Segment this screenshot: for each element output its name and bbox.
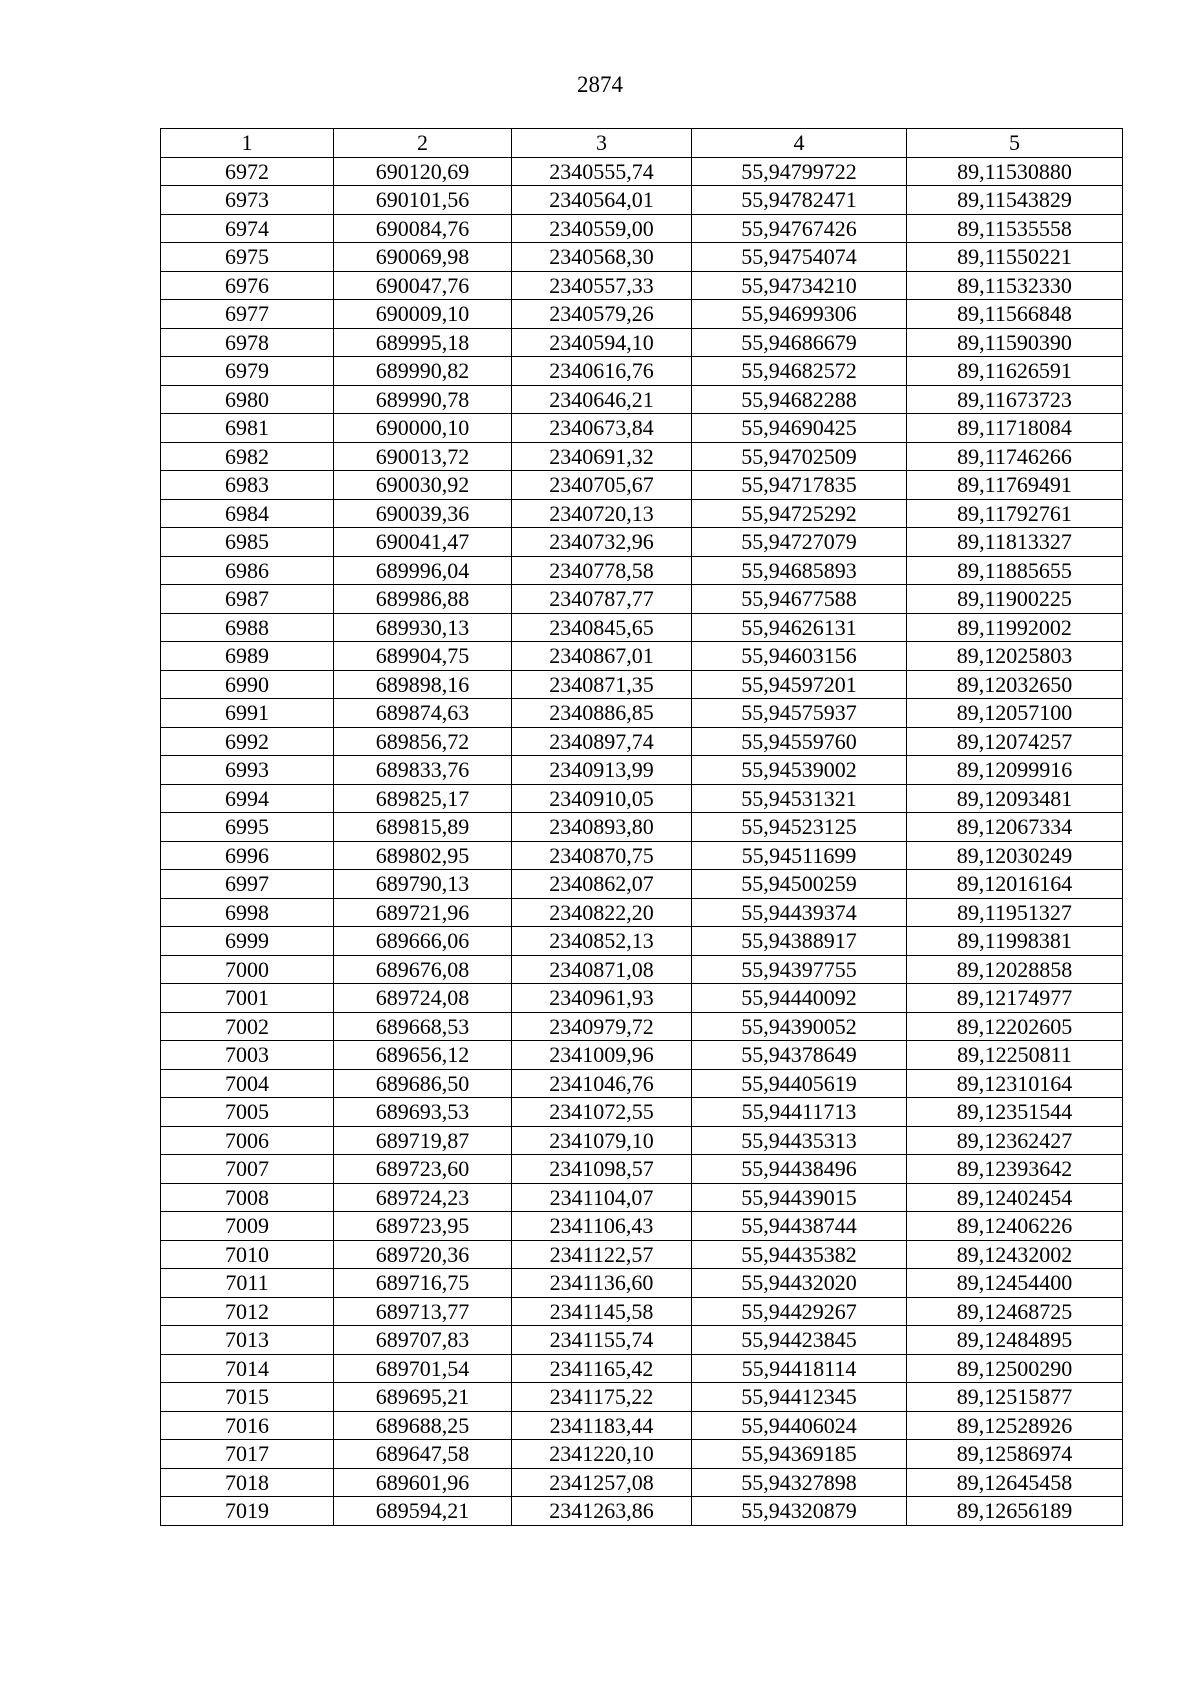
point-number-cell: 6975 [161, 243, 334, 272]
table-row [161, 556, 1123, 585]
longitude-cell: 89,12030249 [907, 841, 1123, 870]
latitude-cell: 55,94405619 [692, 1069, 907, 1098]
point-number-cell: 7002 [161, 1012, 334, 1041]
table-row [161, 1212, 1123, 1241]
table-row [161, 1098, 1123, 1127]
x-coordinate-cell: 689723,60 [334, 1155, 512, 1184]
y-coordinate-cell: 2340720,13 [512, 499, 692, 528]
longitude-cell: 89,11718084 [907, 414, 1123, 443]
column-header-1: 1 [161, 129, 334, 158]
y-coordinate-cell: 2341046,76 [512, 1069, 692, 1098]
latitude-cell: 55,94390052 [692, 1012, 907, 1041]
x-coordinate-cell: 689719,87 [334, 1126, 512, 1155]
table-row [161, 1411, 1123, 1440]
latitude-cell: 55,94702509 [692, 442, 907, 471]
longitude-cell: 89,12468725 [907, 1297, 1123, 1326]
x-coordinate-cell: 689723,95 [334, 1212, 512, 1241]
x-coordinate-cell: 689707,83 [334, 1326, 512, 1355]
y-coordinate-cell: 2340564,01 [512, 186, 692, 215]
x-coordinate-cell: 689601,96 [334, 1468, 512, 1497]
table-row [161, 328, 1123, 357]
table-row [161, 585, 1123, 614]
table-row [161, 1269, 1123, 1298]
table-row [161, 471, 1123, 500]
point-number-cell: 7018 [161, 1468, 334, 1497]
longitude-cell: 89,11885655 [907, 556, 1123, 585]
longitude-cell: 89,12484895 [907, 1326, 1123, 1355]
latitude-cell: 55,94559760 [692, 727, 907, 756]
table-row [161, 414, 1123, 443]
y-coordinate-cell: 2341145,58 [512, 1297, 692, 1326]
latitude-cell: 55,94411713 [692, 1098, 907, 1127]
latitude-cell: 55,94682572 [692, 357, 907, 386]
y-coordinate-cell: 2340961,93 [512, 984, 692, 1013]
y-coordinate-cell: 2340822,20 [512, 898, 692, 927]
y-coordinate-cell: 2341079,10 [512, 1126, 692, 1155]
y-coordinate-cell: 2341263,86 [512, 1497, 692, 1526]
table-row [161, 1126, 1123, 1155]
latitude-cell: 55,94369185 [692, 1440, 907, 1469]
x-coordinate-cell: 689647,58 [334, 1440, 512, 1469]
x-coordinate-cell: 690120,69 [334, 157, 512, 186]
table-row [161, 1012, 1123, 1041]
longitude-cell: 89,12432002 [907, 1240, 1123, 1269]
longitude-cell: 89,11900225 [907, 585, 1123, 614]
y-coordinate-cell: 2340557,33 [512, 271, 692, 300]
point-number-cell: 7008 [161, 1183, 334, 1212]
latitude-cell: 55,94754074 [692, 243, 907, 272]
longitude-cell: 89,12067334 [907, 813, 1123, 842]
x-coordinate-cell: 689930,13 [334, 613, 512, 642]
y-coordinate-cell: 2340845,65 [512, 613, 692, 642]
point-number-cell: 7017 [161, 1440, 334, 1469]
x-coordinate-cell: 689724,23 [334, 1183, 512, 1212]
longitude-cell: 89,12025803 [907, 642, 1123, 671]
longitude-cell: 89,11769491 [907, 471, 1123, 500]
x-coordinate-cell: 689996,04 [334, 556, 512, 585]
point-number-cell: 6994 [161, 784, 334, 813]
y-coordinate-cell: 2341122,57 [512, 1240, 692, 1269]
y-coordinate-cell: 2340555,74 [512, 157, 692, 186]
point-number-cell: 6981 [161, 414, 334, 443]
point-number-cell: 6976 [161, 271, 334, 300]
table-row [161, 927, 1123, 956]
latitude-cell: 55,94782471 [692, 186, 907, 215]
x-coordinate-cell: 689688,25 [334, 1411, 512, 1440]
x-coordinate-cell: 689676,08 [334, 955, 512, 984]
y-coordinate-cell: 2340559,00 [512, 214, 692, 243]
point-number-cell: 7004 [161, 1069, 334, 1098]
longitude-cell: 89,12656189 [907, 1497, 1123, 1526]
table-row [161, 841, 1123, 870]
latitude-cell: 55,94397755 [692, 955, 907, 984]
x-coordinate-cell: 690030,92 [334, 471, 512, 500]
longitude-cell: 89,12362427 [907, 1126, 1123, 1155]
longitude-cell: 89,12093481 [907, 784, 1123, 813]
y-coordinate-cell: 2341009,96 [512, 1041, 692, 1070]
longitude-cell: 89,11535558 [907, 214, 1123, 243]
point-number-cell: 7006 [161, 1126, 334, 1155]
latitude-cell: 55,94406024 [692, 1411, 907, 1440]
longitude-cell: 89,12250811 [907, 1041, 1123, 1070]
y-coordinate-cell: 2340979,72 [512, 1012, 692, 1041]
latitude-cell: 55,94388917 [692, 927, 907, 956]
x-coordinate-cell: 690039,36 [334, 499, 512, 528]
longitude-cell: 89,12402454 [907, 1183, 1123, 1212]
x-coordinate-cell: 690101,56 [334, 186, 512, 215]
point-number-cell: 6996 [161, 841, 334, 870]
longitude-cell: 89,11532330 [907, 271, 1123, 300]
longitude-cell: 89,11543829 [907, 186, 1123, 215]
table-row [161, 528, 1123, 557]
point-number-cell: 7011 [161, 1269, 334, 1298]
table-row [161, 955, 1123, 984]
column-header-4: 4 [692, 129, 907, 158]
latitude-cell: 55,94717835 [692, 471, 907, 500]
longitude-cell: 89,12645458 [907, 1468, 1123, 1497]
point-number-cell: 7010 [161, 1240, 334, 1269]
x-coordinate-cell: 689990,82 [334, 357, 512, 386]
y-coordinate-cell: 2341220,10 [512, 1440, 692, 1469]
point-number-cell: 6985 [161, 528, 334, 557]
point-number-cell: 7001 [161, 984, 334, 1013]
x-coordinate-cell: 690069,98 [334, 243, 512, 272]
y-coordinate-cell: 2340579,26 [512, 300, 692, 329]
x-coordinate-cell: 689815,89 [334, 813, 512, 842]
table-row [161, 813, 1123, 842]
table-row [161, 357, 1123, 386]
y-coordinate-cell: 2340787,77 [512, 585, 692, 614]
y-coordinate-cell: 2340897,74 [512, 727, 692, 756]
latitude-cell: 55,94685893 [692, 556, 907, 585]
x-coordinate-cell: 689986,88 [334, 585, 512, 614]
latitude-cell: 55,94690425 [692, 414, 907, 443]
table-row [161, 727, 1123, 756]
latitude-cell: 55,94682288 [692, 385, 907, 414]
point-number-cell: 6973 [161, 186, 334, 215]
y-coordinate-cell: 2340673,84 [512, 414, 692, 443]
latitude-cell: 55,94438496 [692, 1155, 907, 1184]
y-coordinate-cell: 2341106,43 [512, 1212, 692, 1241]
column-header-5: 5 [907, 129, 1123, 158]
y-coordinate-cell: 2340886,85 [512, 699, 692, 728]
latitude-cell: 55,94423845 [692, 1326, 907, 1355]
longitude-cell: 89,12028858 [907, 955, 1123, 984]
longitude-cell: 89,12074257 [907, 727, 1123, 756]
latitude-cell: 55,94327898 [692, 1468, 907, 1497]
latitude-cell: 55,94438744 [692, 1212, 907, 1241]
table-row [161, 1240, 1123, 1269]
latitude-cell: 55,94575937 [692, 699, 907, 728]
table-row [161, 613, 1123, 642]
latitude-cell: 55,94531321 [692, 784, 907, 813]
point-number-cell: 6972 [161, 157, 334, 186]
table-row [161, 243, 1123, 272]
latitude-cell: 55,94435382 [692, 1240, 907, 1269]
longitude-cell: 89,12454400 [907, 1269, 1123, 1298]
latitude-cell: 55,94799722 [692, 157, 907, 186]
table-row [161, 898, 1123, 927]
latitude-cell: 55,94727079 [692, 528, 907, 557]
point-number-cell: 6988 [161, 613, 334, 642]
latitude-cell: 55,94603156 [692, 642, 907, 671]
point-number-cell: 7007 [161, 1155, 334, 1184]
table-row [161, 157, 1123, 186]
latitude-cell: 55,94439374 [692, 898, 907, 927]
table-row [161, 756, 1123, 785]
longitude-cell: 89,12351544 [907, 1098, 1123, 1127]
x-coordinate-cell: 689594,21 [334, 1497, 512, 1526]
longitude-cell: 89,12406226 [907, 1212, 1123, 1241]
table-row [161, 1497, 1123, 1526]
point-number-cell: 6978 [161, 328, 334, 357]
point-number-cell: 6990 [161, 670, 334, 699]
point-number-cell: 6984 [161, 499, 334, 528]
y-coordinate-cell: 2341155,74 [512, 1326, 692, 1355]
longitude-cell: 89,11813327 [907, 528, 1123, 557]
point-number-cell: 7015 [161, 1383, 334, 1412]
table-row [161, 385, 1123, 414]
latitude-cell: 55,94597201 [692, 670, 907, 699]
page-number: 2874 [577, 72, 623, 97]
table-header-row [161, 129, 1123, 158]
table-row [161, 271, 1123, 300]
point-number-cell: 7012 [161, 1297, 334, 1326]
latitude-cell: 55,94725292 [692, 499, 907, 528]
y-coordinate-cell: 2340852,13 [512, 927, 692, 956]
point-number-cell: 6998 [161, 898, 334, 927]
table-row [161, 1155, 1123, 1184]
table-body [161, 157, 1123, 1525]
longitude-cell: 89,11792761 [907, 499, 1123, 528]
longitude-cell: 89,11673723 [907, 385, 1123, 414]
longitude-cell: 89,12099916 [907, 756, 1123, 785]
point-number-cell: 7000 [161, 955, 334, 984]
x-coordinate-cell: 689721,96 [334, 898, 512, 927]
table-row [161, 1383, 1123, 1412]
point-number-cell: 6987 [161, 585, 334, 614]
y-coordinate-cell: 2341183,44 [512, 1411, 692, 1440]
table-row [161, 642, 1123, 671]
y-coordinate-cell: 2341072,55 [512, 1098, 692, 1127]
y-coordinate-cell: 2341104,07 [512, 1183, 692, 1212]
x-coordinate-cell: 690047,76 [334, 271, 512, 300]
point-number-cell: 7016 [161, 1411, 334, 1440]
latitude-cell: 55,94432020 [692, 1269, 907, 1298]
y-coordinate-cell: 2340913,99 [512, 756, 692, 785]
latitude-cell: 55,94412345 [692, 1383, 907, 1412]
y-coordinate-cell: 2341098,57 [512, 1155, 692, 1184]
x-coordinate-cell: 690041,47 [334, 528, 512, 557]
table-row [161, 499, 1123, 528]
table-row [161, 870, 1123, 899]
latitude-cell: 55,94686679 [692, 328, 907, 357]
point-number-cell: 6997 [161, 870, 334, 899]
table-row [161, 442, 1123, 471]
longitude-cell: 89,12032650 [907, 670, 1123, 699]
y-coordinate-cell: 2340732,96 [512, 528, 692, 557]
longitude-cell: 89,11530880 [907, 157, 1123, 186]
point-number-cell: 6979 [161, 357, 334, 386]
longitude-cell: 89,12057100 [907, 699, 1123, 728]
x-coordinate-cell: 689668,53 [334, 1012, 512, 1041]
point-number-cell: 7009 [161, 1212, 334, 1241]
x-coordinate-cell: 689904,75 [334, 642, 512, 671]
latitude-cell: 55,94511699 [692, 841, 907, 870]
x-coordinate-cell: 689790,13 [334, 870, 512, 899]
y-coordinate-cell: 2340867,01 [512, 642, 692, 671]
y-coordinate-cell: 2340910,05 [512, 784, 692, 813]
table-row [161, 1041, 1123, 1070]
x-coordinate-cell: 689716,75 [334, 1269, 512, 1298]
point-number-cell: 6989 [161, 642, 334, 671]
y-coordinate-cell: 2340568,30 [512, 243, 692, 272]
point-number-cell: 6982 [161, 442, 334, 471]
longitude-cell: 89,12016164 [907, 870, 1123, 899]
y-coordinate-cell: 2340871,08 [512, 955, 692, 984]
table-row [161, 1468, 1123, 1497]
coordinates-table [160, 128, 1123, 1526]
y-coordinate-cell: 2340862,07 [512, 870, 692, 899]
latitude-cell: 55,94429267 [692, 1297, 907, 1326]
longitude-cell: 89,11550221 [907, 243, 1123, 272]
latitude-cell: 55,94523125 [692, 813, 907, 842]
longitude-cell: 89,11626591 [907, 357, 1123, 386]
point-number-cell: 7013 [161, 1326, 334, 1355]
x-coordinate-cell: 689686,50 [334, 1069, 512, 1098]
point-number-cell: 7005 [161, 1098, 334, 1127]
longitude-cell: 89,12174977 [907, 984, 1123, 1013]
x-coordinate-cell: 690000,10 [334, 414, 512, 443]
latitude-cell: 55,94500259 [692, 870, 907, 899]
y-coordinate-cell: 2341257,08 [512, 1468, 692, 1497]
longitude-cell: 89,12586974 [907, 1440, 1123, 1469]
point-number-cell: 6983 [161, 471, 334, 500]
y-coordinate-cell: 2341165,42 [512, 1354, 692, 1383]
x-coordinate-cell: 689990,78 [334, 385, 512, 414]
y-coordinate-cell: 2341136,60 [512, 1269, 692, 1298]
point-number-cell: 6993 [161, 756, 334, 785]
latitude-cell: 55,94734210 [692, 271, 907, 300]
table-row [161, 1326, 1123, 1355]
point-number-cell: 6991 [161, 699, 334, 728]
longitude-cell: 89,12310164 [907, 1069, 1123, 1098]
x-coordinate-cell: 689874,63 [334, 699, 512, 728]
x-coordinate-cell: 690084,76 [334, 214, 512, 243]
point-number-cell: 6999 [161, 927, 334, 956]
point-number-cell: 6974 [161, 214, 334, 243]
latitude-cell: 55,94435313 [692, 1126, 907, 1155]
latitude-cell: 55,94767426 [692, 214, 907, 243]
table-row [161, 1440, 1123, 1469]
y-coordinate-cell: 2340870,75 [512, 841, 692, 870]
latitude-cell: 55,94699306 [692, 300, 907, 329]
y-coordinate-cell: 2340616,76 [512, 357, 692, 386]
latitude-cell: 55,94378649 [692, 1041, 907, 1070]
table-row [161, 984, 1123, 1013]
table-row [161, 1183, 1123, 1212]
point-number-cell: 7003 [161, 1041, 334, 1070]
x-coordinate-cell: 690013,72 [334, 442, 512, 471]
latitude-cell: 55,94439015 [692, 1183, 907, 1212]
longitude-cell: 89,11746266 [907, 442, 1123, 471]
x-coordinate-cell: 689701,54 [334, 1354, 512, 1383]
x-coordinate-cell: 689898,16 [334, 670, 512, 699]
latitude-cell: 55,94320879 [692, 1497, 907, 1526]
latitude-cell: 55,94418114 [692, 1354, 907, 1383]
x-coordinate-cell: 689720,36 [334, 1240, 512, 1269]
point-number-cell: 6977 [161, 300, 334, 329]
x-coordinate-cell: 689724,08 [334, 984, 512, 1013]
table-row [161, 214, 1123, 243]
longitude-cell: 89,12500290 [907, 1354, 1123, 1383]
column-header-2: 2 [334, 129, 512, 158]
longitude-cell: 89,12515877 [907, 1383, 1123, 1412]
y-coordinate-cell: 2340778,58 [512, 556, 692, 585]
x-coordinate-cell: 689693,53 [334, 1098, 512, 1127]
y-coordinate-cell: 2340871,35 [512, 670, 692, 699]
point-number-cell: 7019 [161, 1497, 334, 1526]
longitude-cell: 89,11951327 [907, 898, 1123, 927]
x-coordinate-cell: 689833,76 [334, 756, 512, 785]
table-row [161, 699, 1123, 728]
point-number-cell: 6986 [161, 556, 334, 585]
point-number-cell: 6992 [161, 727, 334, 756]
longitude-cell: 89,11998381 [907, 927, 1123, 956]
column-header-3: 3 [512, 129, 692, 158]
latitude-cell: 55,94440092 [692, 984, 907, 1013]
point-number-cell: 6995 [161, 813, 334, 842]
table-row [161, 784, 1123, 813]
x-coordinate-cell: 689713,77 [334, 1297, 512, 1326]
longitude-cell: 89,11566848 [907, 300, 1123, 329]
table-row [161, 1354, 1123, 1383]
y-coordinate-cell: 2341175,22 [512, 1383, 692, 1412]
latitude-cell: 55,94626131 [692, 613, 907, 642]
y-coordinate-cell: 2340691,32 [512, 442, 692, 471]
table-row [161, 670, 1123, 699]
longitude-cell: 89,11992002 [907, 613, 1123, 642]
x-coordinate-cell: 689825,17 [334, 784, 512, 813]
x-coordinate-cell: 689802,95 [334, 841, 512, 870]
x-coordinate-cell: 689695,21 [334, 1383, 512, 1412]
latitude-cell: 55,94539002 [692, 756, 907, 785]
x-coordinate-cell: 689995,18 [334, 328, 512, 357]
x-coordinate-cell: 689656,12 [334, 1041, 512, 1070]
x-coordinate-cell: 689666,06 [334, 927, 512, 956]
table-row [161, 1069, 1123, 1098]
longitude-cell: 89,12528926 [907, 1411, 1123, 1440]
y-coordinate-cell: 2340705,67 [512, 471, 692, 500]
longitude-cell: 89,12202605 [907, 1012, 1123, 1041]
y-coordinate-cell: 2340893,80 [512, 813, 692, 842]
y-coordinate-cell: 2340646,21 [512, 385, 692, 414]
table-row [161, 186, 1123, 215]
x-coordinate-cell: 690009,10 [334, 300, 512, 329]
table-row [161, 300, 1123, 329]
point-number-cell: 7014 [161, 1354, 334, 1383]
y-coordinate-cell: 2340594,10 [512, 328, 692, 357]
x-coordinate-cell: 689856,72 [334, 727, 512, 756]
table-row [161, 1297, 1123, 1326]
longitude-cell: 89,12393642 [907, 1155, 1123, 1184]
point-number-cell: 6980 [161, 385, 334, 414]
latitude-cell: 55,94677588 [692, 585, 907, 614]
longitude-cell: 89,11590390 [907, 328, 1123, 357]
